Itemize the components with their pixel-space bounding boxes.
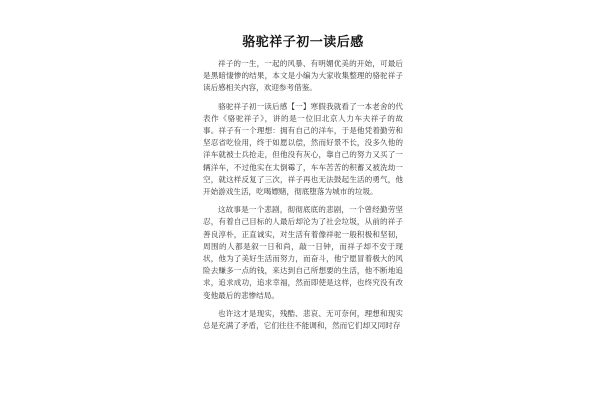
paragraph-2: 这故事是一个悲剧，彻彻底底的悲剧，一个曾经勤劳坚忍，有着自己目标的人最后却沦为了社会垃圾，从前的祥子善良淳朴，正直诚实，对生活有着像祥驼一般积极和坚韧，周围的人都是叙一日和尚，敲一日钟，而祥子却不安于现状，他为了美好生活而努力，而奋斗，他宁愿冒着极大的风险去赚多一点的钱，来达到自己所想要的生活，他不断地追求，追求成功，追求幸福，然而即使是这样，也终究没有改变他最后的悲惨结局。 <box>203 205 403 300</box>
paragraph-1: 骆驼祥子初一读后感【一】寒假我就看了一本老舍的代表作《骆驼祥子》，讲的是一位旧北京人力车夫祥子的故事。祥子有一个理想：拥有自己的洋车，于是他凭着勤劳和坚忍省吃俭用，终于如愿以偿，然而好景不长，没多久他的洋车就被士兵抢走，但他没有灰心，靠自己的努力又买了一辆洋车，不过他实在太倒霉了，车车苦苦的积蓄又被洗劫一空，就这样反复了三次，祥子再也无法鼓起生活的勇气，他开始游戏生活，吃喝嫖赌，彻底堕落为城市的垃圾。 <box>203 101 403 197</box>
paragraph-intro: 祥子的一生，一起的风暴、有明媚优美的开始，可最后是黑暗悽惨的结果，本文是小编为大家收集整理的骆驼祥子读后感相关内容，欢迎参考借鉴。 <box>203 59 403 93</box>
article-title: 骆驼祥子初一读后感 <box>242 35 364 50</box>
article <box>203 34 403 338</box>
paragraph-3: 也许这才是现实，残酷、悲哀、无可奈何，理想和现实总是充满了矛盾，它们往往不能调和，然而它们却又同时存 <box>203 308 403 331</box>
